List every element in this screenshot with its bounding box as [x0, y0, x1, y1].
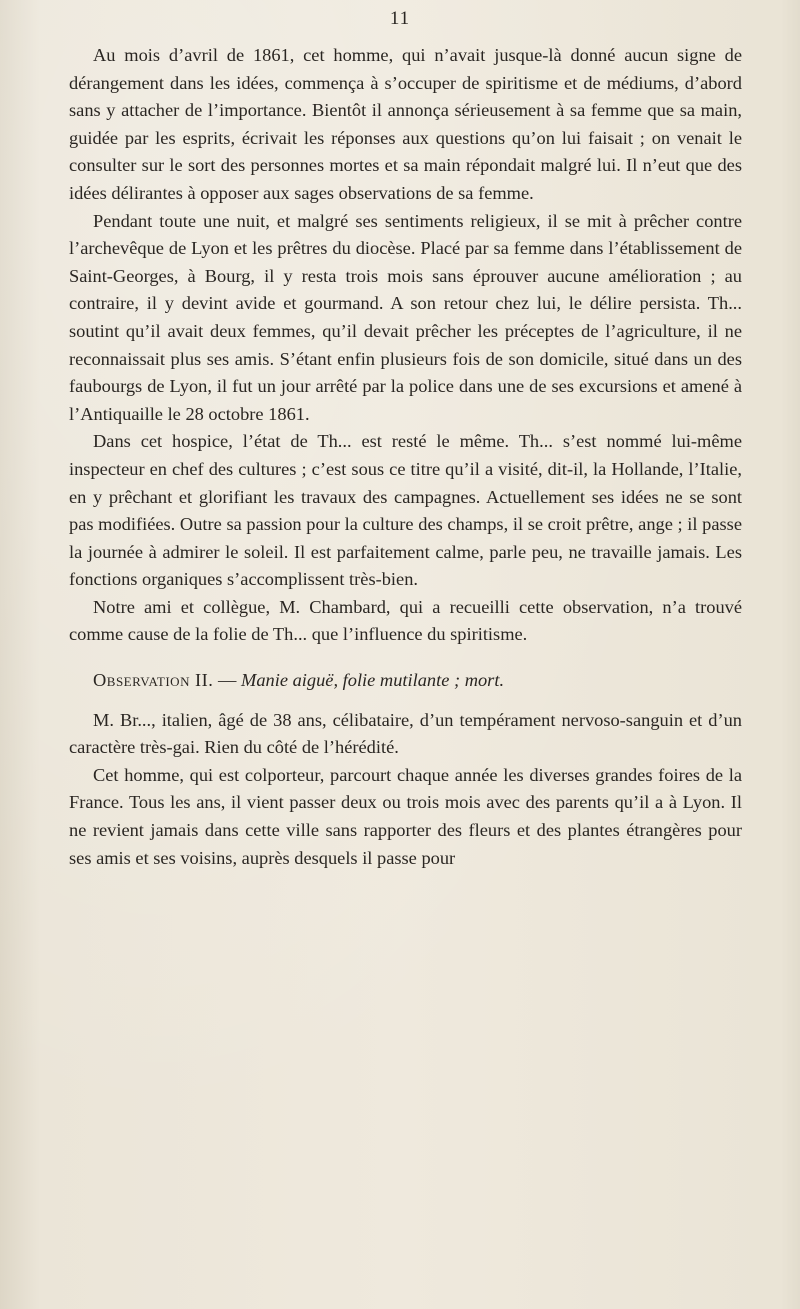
observation-label: Observation II.: [93, 670, 214, 691]
observation-heading: [69, 667, 742, 695]
paragraph: Cet homme, qui est colporteur, parcourt chaque année les diverses grandes foires de la France. Tous les ans, il vient passer deux ou trois mois avec des parents qu’il a à Lyon. Il ne revient jamais dans cette ville sans rapporter des fleurs et des plantes étrangères pour ses amis et ses voisins, auprès desquels il passe pour: [69, 764, 742, 868]
paragraph: M. Br..., italien, âgé de 38 ans, célibataire, d’un tempérament nervoso-sanguin et d’un caractère très-gai. Rien du côté de l’hérédité.: [69, 709, 742, 758]
body-text: [69, 42, 742, 872]
page-number: 11: [389, 8, 411, 29]
paragraph: Notre ami et collègue, M. Chambard, qui a recueilli cette observation, n’a trouvé comme cause de la folie de Th... que l’influence du spiritisme.: [69, 596, 742, 645]
paragraph: Dans cet hospice, l’état de Th... est resté le même. Th... s’est nommé lui-même inspecteur en chef des cultures ; c’est sous ce titre qu’il a visité, dit-il, la Hollande, l’Italie, en y prêchant et glorifiant les travaux des campagnes. Actuellement ses idées ne se sont pas modifiées. Outre sa passion pour la culture des champs, il se croit prêtre, ange ; il passe la journée à admirer le soleil. Il est parfaitement calme, parle peu, ne travaille jamais. Les fonctions organiques s’accomplissent très-bien.: [69, 431, 742, 590]
observation-separator: —: [213, 670, 241, 691]
paragraph: Au mois d’avril de 1861, cet homme, qui n’avait jusque-là donné aucun signe de dérangement dans les idées, commença à s’occuper de spiritisme et de médiums, d’abord sans y attacher de l’importance. Bientôt il annonça sérieusement à sa femme que sa main, guidée par les esprits, écrivait les réponses aux questions qu’on lui faisait ; on venait le consulter sur le sort des personnes mortes et sa main répondait malgré lui. Il n’eut que des idées délirantes à opposer aux sages observations de sa femme.: [69, 45, 742, 203]
paragraph: Pendant toute une nuit, et malgré ses sentiments religieux, il se mit à prêcher contre l’archevêque de Lyon et les prêtres du diocèse. Placé par sa femme dans l’établissement de Saint-Georges, à Bourg, il y resta trois mois sans éprouver aucune amélioration ; au contraire, il y devint avide et gourmand. A son retour chez lui, le délire persista. Th... soutint qu’il avait deux femmes, qu’il devait prêcher les préceptes de l’agriculture, il ne reconnaissait plus ses amis. S’étant enfin plusieurs fois de son domicile, situé dans un des faubourgs de Lyon, il fut un jour arrêté par la police dans une de ses excursions et amené à l’Antiquaille le 28 octobre 1861.: [69, 210, 742, 424]
observation-description: Manie aiguë, folie mutilante ; mort.: [241, 670, 505, 691]
